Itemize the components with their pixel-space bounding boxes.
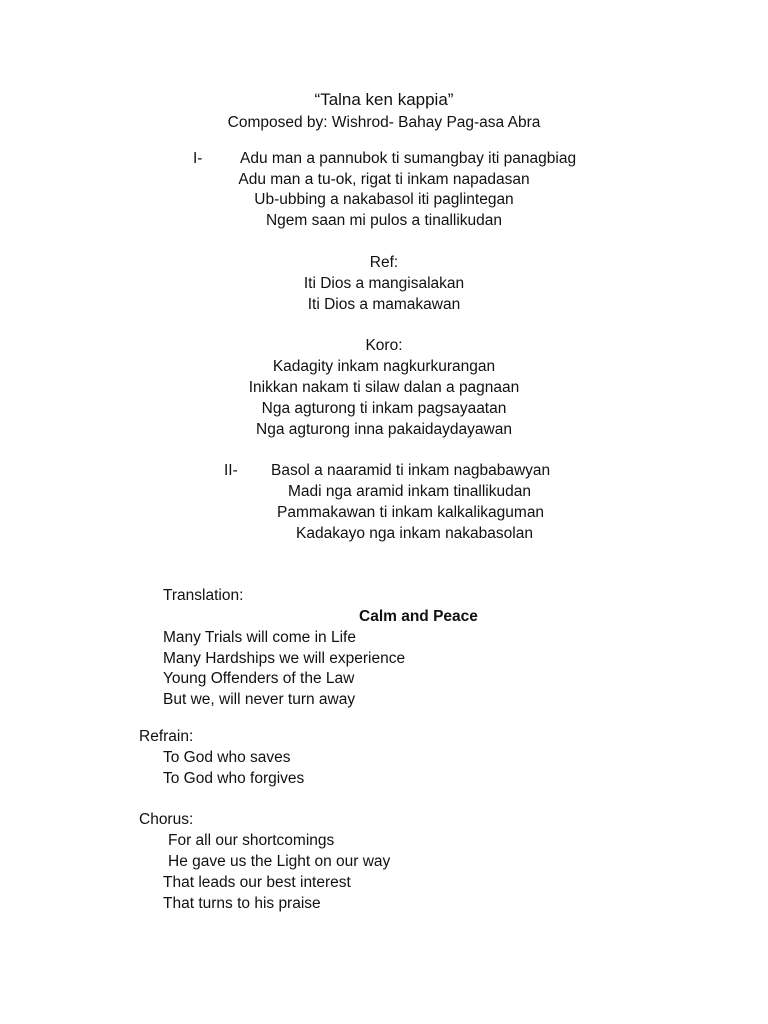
verse2-marker: II- (224, 462, 238, 479)
verse1-line: Adu man a pannubok ti sumangbay iti panagbiag (240, 150, 577, 167)
translation-chorus-line: For all our shortcomings (168, 832, 335, 849)
translation-title: Calm and Peace (359, 608, 478, 625)
composer-line: Composed by: Wishrod- Bahay Pag-asa Abra (227, 114, 541, 131)
verse1-line: Adu man a tu-ok, rigat ti inkam napadasan (238, 171, 530, 188)
verse2-line: Pammakawan ti inkam kalkalikaguman (277, 504, 545, 521)
translation-verse-line: Young Offenders of the Law (163, 670, 355, 687)
translation-label: Translation: (163, 587, 244, 604)
refrain-label: Ref: (369, 254, 399, 271)
translation-refrain-line: To God who forgives (163, 770, 305, 787)
translation-chorus-label: Chorus: (139, 811, 194, 828)
translation-chorus-line: That turns to his praise (163, 895, 321, 912)
refrain-line: Iti Dios a mangisalakan (303, 275, 465, 292)
song-title: “Talna ken kappia” (314, 90, 454, 109)
translation-chorus-line: That leads our best interest (163, 874, 351, 891)
chorus-line: Nga agturong ti inkam pagsayaatan (261, 400, 507, 417)
verse2-line: Basol a naaramid ti inkam nagbabawyan (271, 462, 551, 479)
verse2-line: Madi nga aramid inkam tinallikudan (288, 483, 531, 500)
translation-refrain-label: Refrain: (139, 728, 194, 745)
translation-verse-line: But we, will never turn away (163, 691, 356, 708)
chorus-line: Kadagity inkam nagkurkurangan (272, 358, 496, 375)
chorus-line: Nga agturong inna pakaidaydayawan (256, 421, 512, 438)
chorus-label: Koro: (365, 337, 403, 354)
translation-chorus-line: He gave us the Light on our way (168, 853, 391, 870)
translation-verse-line: Many Hardships we will experience (163, 650, 406, 667)
verse1-line: Ub-ubbing a nakabasol iti paglintegan (254, 191, 514, 208)
translation-refrain-line: To God who saves (163, 749, 291, 766)
verse1-marker: I- (193, 150, 203, 167)
translation-verse-line: Many Trials will come in Life (163, 629, 356, 646)
chorus-line: Inikkan nakam ti silaw dalan a pagnaan (248, 379, 520, 396)
refrain-line: Iti Dios a mamakawan (307, 296, 461, 313)
verse2-line: Kadakayo nga inkam nakabasolan (296, 525, 533, 542)
verse1-line: Ngem saan mi pulos a tinallikudan (265, 212, 503, 229)
